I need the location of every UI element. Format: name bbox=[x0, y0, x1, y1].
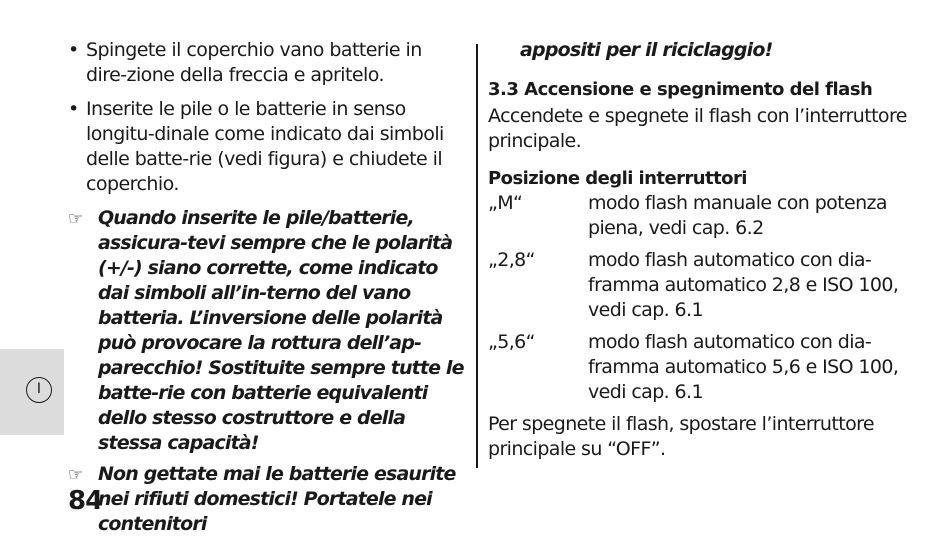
position-row bbox=[488, 330, 928, 405]
left-column bbox=[68, 38, 466, 543]
column-divider bbox=[476, 44, 478, 468]
bullet-text: Inserite le pile o le batterie in senso longitu-dinale come indicato dai simboli delle batte-rie (vedi figura) e chiudete il coperchio. bbox=[86, 98, 444, 195]
closing-paragraph: Per spegnete il flash, spostare l’interruttore principale su “OFF”. bbox=[488, 413, 874, 460]
positions-heading: Posizione degli interruttori bbox=[488, 168, 747, 189]
language-tab-label: I bbox=[26, 377, 52, 403]
position-row bbox=[488, 191, 928, 241]
pointing-hand-icon: ☞ bbox=[68, 465, 83, 485]
position-key: „2,8“ bbox=[488, 249, 535, 271]
bullet-item bbox=[68, 38, 466, 88]
warning-note bbox=[68, 462, 466, 537]
right-column bbox=[488, 38, 928, 474]
position-key: „5,6“ bbox=[488, 331, 535, 353]
warning-text: Quando inserite le pile/batterie, assicura-tevi sempre che le polarità (+/-) siano corrette, come indicato dai simboli all’in-terno del vano batteria. L’inversione delle polarità può provocare la rottura dell’ap-parecchio! Sostituite sempre tutte le batte-rie con batterie equivalenti dello stesso costruttore e della stessa capacità! bbox=[98, 207, 464, 454]
section-heading: 3.3 Accensione e spegnimento del flash bbox=[488, 79, 873, 100]
position-row bbox=[488, 248, 928, 323]
bullet-text: Spingete il coperchio vano batterie in dire-zione della freccia e apritelo. bbox=[86, 39, 422, 86]
position-key: „M“ bbox=[488, 192, 523, 214]
bullet-item bbox=[68, 97, 466, 197]
position-desc: modo flash manuale con potenza piena, vedi cap. 6.2 bbox=[588, 192, 887, 239]
warning-continuation: appositi per il riciclaggio! bbox=[520, 39, 773, 61]
warning-text: Non gettate mai le batterie esaurite nei rifiuti domestici! Portatele nei contenitori bbox=[98, 463, 456, 535]
intro-paragraph: Accendete e spegnete il flash con l’interruttore principale. bbox=[488, 105, 907, 152]
position-desc: modo flash automatico con dia-framma automatico 5,6 e ISO 100, vedi cap. 6.1 bbox=[588, 331, 899, 403]
page-number: 84 bbox=[68, 486, 103, 516]
position-desc: modo flash automatico con dia-framma automatico 2,8 e ISO 100, vedi cap. 6.1 bbox=[588, 249, 899, 321]
language-tab bbox=[0, 349, 64, 435]
bullet-symbol: • bbox=[68, 39, 79, 61]
bullet-symbol: • bbox=[68, 98, 79, 120]
warning-note bbox=[68, 206, 466, 456]
pointing-hand-icon: ☞ bbox=[68, 209, 83, 229]
